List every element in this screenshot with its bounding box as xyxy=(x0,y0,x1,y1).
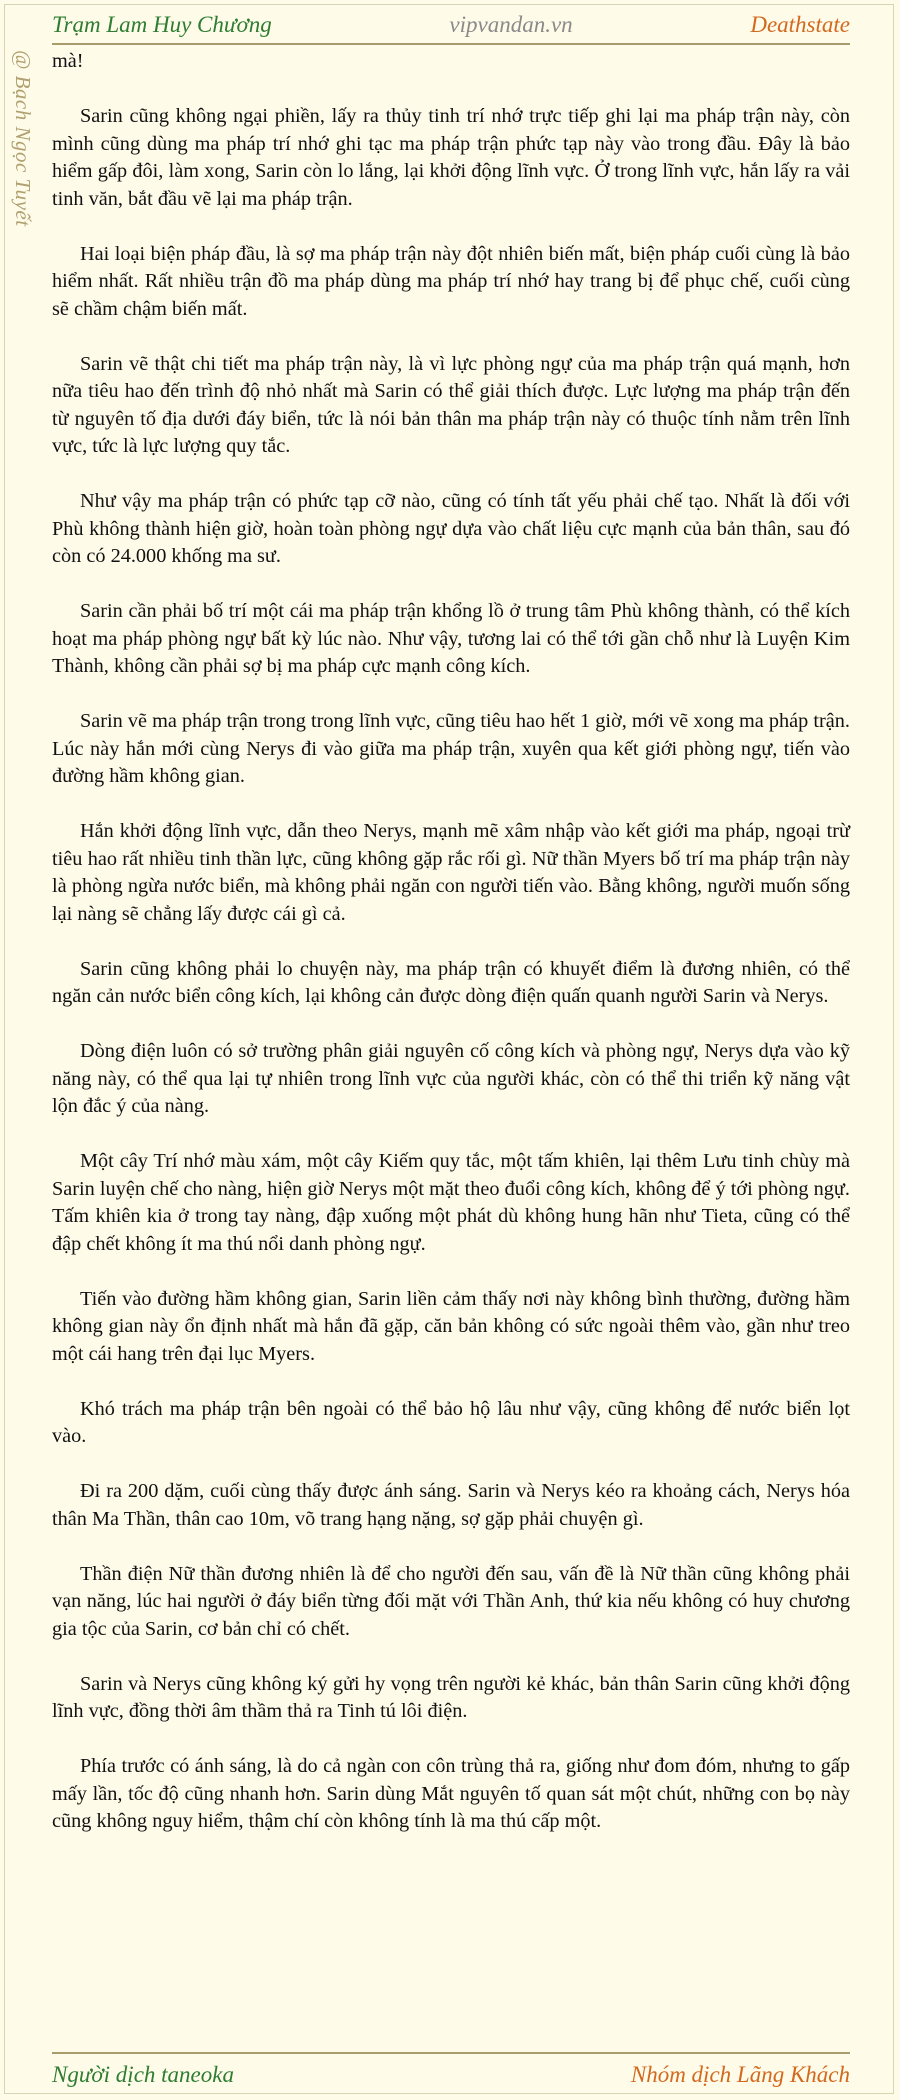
paragraph: Tiến vào đường hầm không gian, Sarin liền cảm thấy nơi này không bình thường, đường hầm không gian này ổn định nhất mà hắn đã gặp, căn bản không có sức ngoài thêm vào, gần như treo một cái hang trên đại lục Myers. xyxy=(52,1287,850,1365)
header-url: vipvandan.vn xyxy=(449,12,573,37)
paragraph: Sarin vẽ thật chi tiết ma pháp trận này, là vì lực phòng ngự của ma pháp trận quá mạnh, hơn nữa tiêu hao đến trình độ nhỏ nhất mà Sarin có thể giải thích được. Lực lượng ma pháp trận đến từ nguyên tố địa dưới đáy biển, tức là nói bản thân ma pháp trận này có thuộc tính nằm trên lĩnh vực, tức là lực lượng quy tắc. xyxy=(52,352,850,457)
footer-divider xyxy=(52,2052,850,2054)
header-divider xyxy=(52,43,850,45)
paragraph: Như vậy ma pháp trận có phức tạp cỡ nào, cũng có tính tất yếu phải chế tạo. Nhất là đối với Phù không thành hiện giờ, hoàn toàn phòng ngự dựa vào chất liệu cực mạnh của bản thân, sau đó còn có 24.000 khống ma sư. xyxy=(52,490,850,567)
chapter-body xyxy=(52,48,850,1863)
paragraph: Thần điện Nữ thần đương nhiên là để cho người đến sau, vấn đề là Nữ thần cũng không phải vạn năng, lúc hai người ở đáy biển từng đối mặt với Thần Anh, thứ kia nếu không có huy chương gia tộc của Sarin, cơ bản chỉ có chết. xyxy=(52,1562,850,1640)
paragraph: Đi ra 200 dặm, cuối cùng thấy được ánh sáng. Sarin và Nerys kéo ra khoảng cách, Nerys hóa thân Ma Thần, thân cao 10m, võ trang hạng nặng, sợ gặp phải chuyện gì. xyxy=(52,1480,850,1530)
paragraph: Sarin cũng không phải lo chuyện này, ma pháp trận có khuyết điểm là đương nhiên, có thể ngăn cản nước biển công kích, lại không cản được dòng điện quấn quanh người Sarin và Nerys. xyxy=(52,957,850,1007)
paragraph: Sarin vẽ ma pháp trận trong trong lĩnh vực, cũng tiêu hao hết 1 giờ, mới vẽ xong ma pháp trận. Lúc này hắn mới cùng Nerys đi vào giữa ma pháp trận, xuyên qua kết giới phòng ngự, tiến vào đường hầm không gian. xyxy=(52,710,850,787)
side-watermark: @ Bạch Ngọc Tuyết xyxy=(11,50,35,227)
paragraph: Khó trách ma pháp trận bên ngoài có thể bảo hộ lâu như vậy, cũng không để nước biển lọt vào. xyxy=(52,1397,850,1447)
paragraph: Phía trước có ánh sáng, là do cả ngàn con côn trùng thả ra, giống như đom đóm, nhưng to gấp mấy lần, tốc độ cũng nhanh hơn. Sarin dùng Mắt nguyên tố quan sát một chút, những con bọ này cũng không nguy hiểm, thậm chí còn không tính là ma thú cấp một. xyxy=(52,1755,850,1832)
page-footer xyxy=(52,2058,850,2092)
paragraph: Hai loại biện pháp đầu, là sợ ma pháp trận này đột nhiên biến mất, biện pháp cuối cùng là bảo hiểm nhất. Rất nhiều trận đồ ma pháp dùng ma pháp trí nhớ hay trang bị để phục chế, cuối cùng sẽ chầm chậm biến mất. xyxy=(52,242,850,320)
page-header xyxy=(52,8,850,42)
paragraph: Hắn khởi động lĩnh vực, dẫn theo Nerys, mạnh mẽ xâm nhập vào kết giới ma pháp, ngoại trừ tiêu hao rất nhiều tinh thần lực, cũng không gặp rắc rối gì. Nữ thần Myers bố trí ma pháp trận này là phòng ngừa nước biển, mà không phải ngăn con người tiến vào. Bằng không, người muốn sống lại nàng sẽ chẳng lấy được cái gì cả. xyxy=(52,820,850,925)
paragraph: Sarin cũng không ngại phiền, lấy ra thủy tinh trí nhớ trực tiếp ghi lại ma pháp trận này, còn mình cũng dùng ma pháp trí nhớ ghi tạc ma pháp trận phức tạp này vào trong đầu. Đây là bảo hiểm gấp đôi, làm xong, Sarin còn lo lắng, lại khởi động lĩnh vực. Ở trong lĩnh vực, hắn lấy ra vải tinh văn, bắt đầu vẽ lại ma pháp trận. xyxy=(52,105,850,210)
paragraph: Sarin và Nerys cũng không ký gửi hy vọng trên người kẻ khác, bản thân Sarin cũng khởi động lĩnh vực, đồng thời âm thầm thả ra Tinh tú lôi điện. xyxy=(52,1672,850,1722)
paragraph: Sarin cần phải bố trí một cái ma pháp trận khổng lồ ở trung tâm Phù không thành, có thể kích hoạt ma pháp phòng ngự bất kỳ lúc nào. Như vậy, tương lai có thể tới gần chỗ như là Luyện Kim Thành, không cần phải sợ bị ma pháp cực mạnh công kích. xyxy=(52,600,850,677)
paragraph: Dòng điện luôn có sở trường phân giải nguyên cố công kích và phòng ngự, Nerys dựa vào kỹ năng này, có thể qua lại tự nhiên trong lĩnh vực của người khác, còn có thể thi triển kỹ năng vật lộn đắc ý của nàng. xyxy=(52,1040,850,1117)
header-book-title: Deathstate xyxy=(750,12,850,37)
footer-translator: Người dịch taneoka xyxy=(52,2062,234,2087)
footer-translation-group: Nhóm dịch Lãng Khách xyxy=(630,2062,850,2087)
paragraph: mà! xyxy=(52,50,84,72)
paragraph: Một cây Trí nhớ màu xám, một cây Kiếm quy tắc, một tấm khiên, lại thêm Lưu tinh chùy mà Sarin luyện chế cho nàng, hiện giờ Nerys một mặt theo đuổi công kích, không để ý tới phòng ngự. Tấm khiên kia ở trong tay nàng, đập xuống một phát dù không hung hãn như Tieta, cũng có thể đập chết không ít ma thú nổi danh phòng ngự. xyxy=(52,1150,850,1255)
header-site-name: Trạm Lam Huy Chương xyxy=(52,12,272,37)
